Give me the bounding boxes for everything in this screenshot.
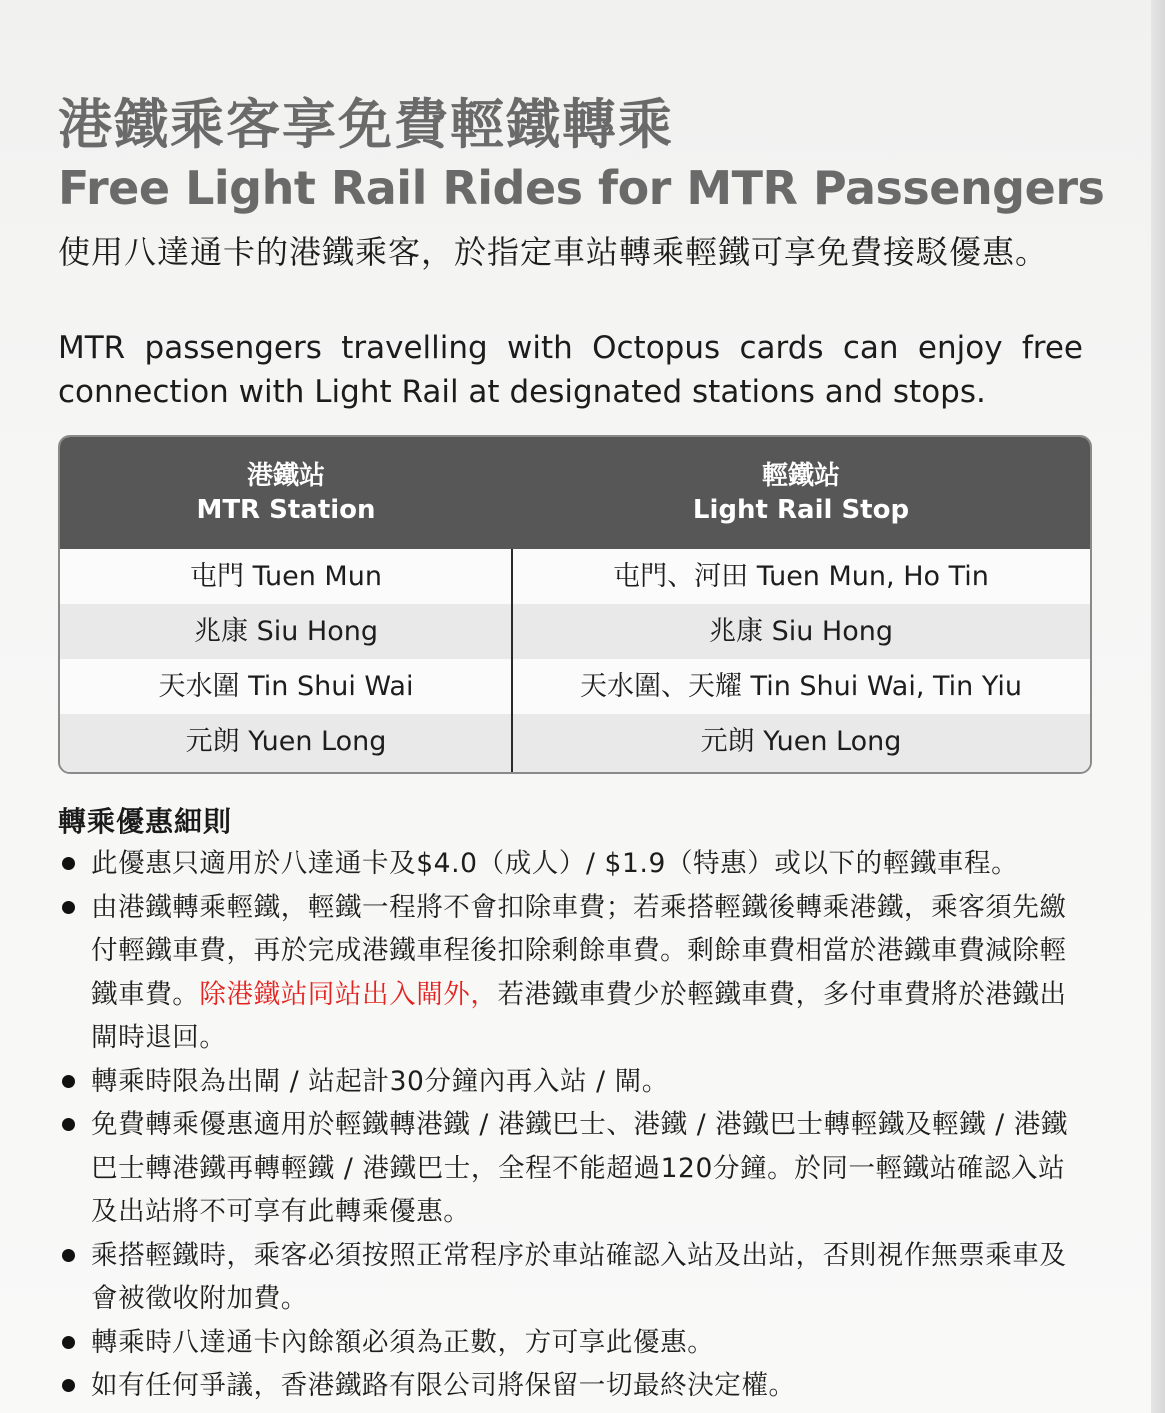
mtr-station-cell: 元朗 Yuen Long [185,726,387,757]
page-fold-edge [1151,0,1165,1413]
light-rail-stop-cell: 元朗 Yuen Long [700,726,902,757]
header-light-rail-stop-en: Light Rail Stop [692,495,910,525]
rule-item [58,1103,1088,1234]
table-row [60,714,1090,772]
rule-item [58,1364,1088,1408]
bullet-icon [62,857,75,870]
header-light-rail-stop-zh: 輕鐵站 [761,461,840,491]
rule-item [58,1234,1088,1321]
rule-text: 如有任何爭議，香港鐵路有限公司將保留一切最終決定權。 [91,1370,796,1401]
column-divider [511,549,513,772]
title-english: Free Light Rail Rides for MTR Passengers [58,161,1105,215]
table-header [60,437,1090,549]
intro-english: MTR passengers travelling with Octopus cards can enjoy free connection with Light Rail at designated stations and stops. [58,330,1083,410]
rule-text: 免費轉乘優惠適用於輕鐵轉港鐵 / 港鐵巴士、港鐵 / 港鐵巴士轉輕鐵及輕鐵 / 港鐵巴士轉港鐵再轉輕鐵 / 港鐵巴士，全程不能超過120分鐘。於同一輕鐵站確認入站及出站將不可享有此轉乘優惠。 [91,1109,1069,1227]
intro-chinese: 使用八達通卡的港鐵乘客，於指定車站轉乘輕鐵可享免費接駁優惠。 [58,233,1049,271]
rule-text: 由港鐵轉乘輕鐵，輕鐵一程將不會扣除車費；若乘搭輕鐵後轉乘港鐵，乘客須先繳付輕鐵車費，再於完成港鐵車程後扣除剩餘車費。剩餘車費相當於港鐵車費減除輕鐵車費。 [91,891,1067,1010]
bullet-icon [62,901,75,914]
rules-heading: 轉乘優惠細則 [58,805,233,838]
rule-item [58,886,1088,1060]
rule-item [58,1060,1088,1104]
title-chinese: 港鐵乘客享免費輕鐵轉乘 [58,93,674,156]
table-row [60,604,1090,659]
bullet-icon [62,1379,75,1392]
header-light-rail-stop [512,459,1090,527]
bullet-icon [62,1118,75,1131]
rule-text: 轉乘時八達通卡內餘額必須為正數，方可享此優惠。 [91,1326,715,1358]
bullet-icon [62,1336,75,1349]
light-rail-stop-cell: 屯門、河田 Tuen Mun, Ho Tin [613,561,989,592]
rule-text: 轉乘時限為出閘 / 站起計30分鐘內再入站 / 閘。 [91,1065,669,1097]
mtr-station-cell: 天水圍 Tin Shui Wai [158,671,414,702]
rule-text: 乘搭輕鐵時，乘客必須按照正常程序於車站確認入站及出站，否則視作無票乘車及會被徵收附加費。 [91,1239,1067,1314]
bullet-icon [62,1249,75,1262]
rule-text-continued: 若港鐵車費少於輕鐵車費，多付車費將於港鐵出閘時退回。 [91,978,1067,1053]
rules-list [58,842,1088,1408]
rule-item [58,842,1088,886]
table-row [60,549,1090,604]
header-mtr-station-zh: 港鐵站 [246,461,325,491]
mtr-station-cell: 兆康 Siu Hong [194,616,378,647]
light-rail-stop-cell: 天水圍、天耀 Tin Shui Wai, Tin Yiu [579,671,1023,702]
header-mtr-station [60,459,512,527]
bullet-icon [62,1075,75,1088]
rule-highlight-text: 除港鐵站同站出入閘外， [199,978,498,1010]
rule-item [58,1321,1088,1365]
mtr-station-cell: 屯門 Tuen Mun [190,561,382,592]
light-rail-stop-cell: 兆康 Siu Hong [709,616,893,647]
header-mtr-station-en: MTR Station [196,495,376,525]
station-table [58,435,1092,774]
rule-text: 此優惠只適用於八達通卡及$4.0（成人）/ $1.9（特惠）或以下的輕鐵車程。 [91,848,1019,879]
table-row [60,659,1090,714]
